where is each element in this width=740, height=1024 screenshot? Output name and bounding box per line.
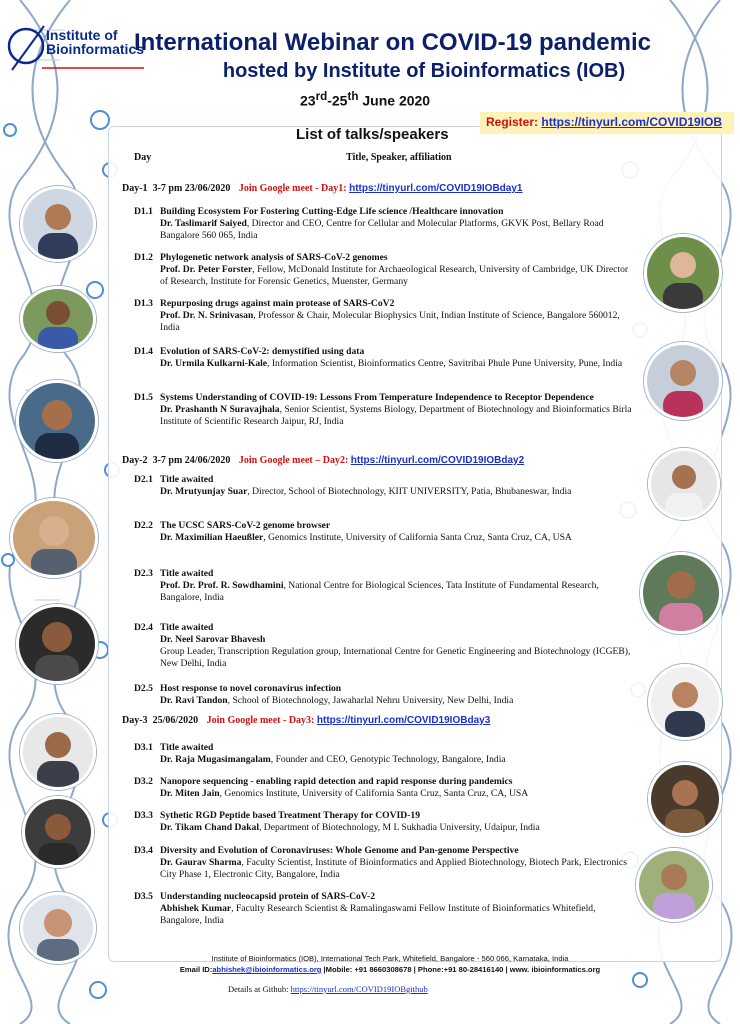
talk-code: D2.1: [134, 474, 153, 485]
talk-affiliation: , Genomics Institute, University of California Santa Cruz, Santa Cruz, CA, USA: [219, 788, 529, 799]
talk-title: Systems Understanding of COVID-19: Lessons From Temperature Independence to Receptor Dependence: [160, 392, 594, 403]
talk-item: [134, 845, 634, 881]
day-label: Day-3: [122, 715, 148, 726]
talk-speaker: Dr. Neel Sarovar Bhavesh: [160, 634, 266, 645]
talk-speaker: Dr. Taslimarif Saiyed: [160, 218, 247, 229]
talk-code: D2.2: [134, 520, 153, 531]
talk-speaker: Dr. Prashanth N Suravajhala: [160, 404, 280, 415]
footer-email-label: Email ID:: [179, 965, 213, 974]
talk-title: Host response to novel coronavirus infection: [160, 683, 342, 694]
talk-code: D1.5: [134, 392, 153, 403]
talk-title: Diversity and Evolution of Coronaviruses: Whole Genome and Pan-genome Perspective: [160, 845, 519, 856]
speaker-photo: [644, 234, 722, 312]
talk-speaker: Dr. Miten Jain: [160, 788, 220, 799]
day-row-1: [122, 183, 522, 194]
day-time: 3-7 pm 24/06/2020: [152, 455, 231, 466]
speaker-photo: [20, 286, 96, 352]
list-title: List of talks/speakers: [296, 126, 449, 143]
logo-line-1: Institute of: [46, 27, 118, 43]
talk-item: [134, 252, 634, 288]
github-line: [228, 984, 428, 994]
speaker-photo: [20, 186, 96, 262]
join-label: Join Google meet – Day2:: [238, 455, 349, 466]
talk-speaker: Dr. Ravi Tandon: [160, 695, 228, 706]
talk-affiliation: , Department of Biotechnology, M L Sukhadia University, Udaipur, India: [259, 822, 540, 833]
talk-affiliation: , Fellow, McDonald Institute for Archaeological Research, University of Cambridge, UK Director of Research, Institute for Forensic Genetics, Muenster, Germany: [160, 264, 629, 287]
column-header-title: Title, Speaker, affiliation: [346, 152, 452, 163]
github-link[interactable]: https://tinyurl.com/COVID19IOBgithub: [290, 984, 428, 994]
talk-title: Title awaited: [160, 622, 214, 633]
talk-item: [134, 346, 634, 370]
day-time: 3-7 pm 23/06/2020: [152, 183, 231, 194]
talk-title: Sythetic RGD Peptide based Treatment Therapy for COVID-19: [160, 810, 420, 821]
page-subtitle: hosted by Institute of Bioinformatics (IOB): [222, 60, 626, 82]
talk-item: [134, 742, 634, 766]
talk-affiliation: , National Centre for Biological Sciences, Tata Institute of Fundamental Research, Bangalore, India: [160, 580, 599, 603]
talk-code: D3.5: [134, 891, 153, 902]
talk-title: Title awaited: [160, 742, 214, 753]
logo-line-2: Bioinformatics: [46, 41, 145, 57]
talk-code: D1.3: [134, 298, 153, 309]
footer: [120, 953, 660, 975]
logo-text: [46, 28, 144, 56]
talk-item: [134, 392, 634, 428]
talk-code: D3.1: [134, 742, 153, 753]
talk-item: [134, 776, 634, 800]
speaker-photo: [16, 380, 98, 462]
talk-code: D3.3: [134, 810, 153, 821]
talk-speaker: Dr. Maximilian Haeußler: [160, 532, 264, 543]
talk-item: [134, 206, 634, 242]
talk-speaker: Prof. Dr. Prof. R. Sowdhamini: [160, 580, 284, 591]
speaker-photo: [648, 664, 722, 740]
talk-title: Title awaited: [160, 568, 214, 579]
register-label: Register:: [486, 115, 539, 129]
talk-code: D2.5: [134, 683, 153, 694]
talk-speaker: Prof. Dr. N. Srinivasan: [160, 310, 254, 321]
talk-item: [134, 891, 634, 927]
talk-title: Building Ecosystem For Fostering Cutting-Edge Life science /Healthcare innovation: [160, 206, 504, 217]
talk-title: Phylogenetic network analysis of SARS-CoV-2 genomes: [160, 252, 388, 263]
talk-affiliation: , Faculty Research Scientist & Ramalingaswami Fellow Institute of Bioinformatics Whitefield, Bangalore, India: [160, 903, 596, 926]
talk-item: [134, 683, 634, 707]
talk-affiliation: , Information Scientist, Bioinformatics Centre, Savitribai Phule Pune University, Pune, India: [267, 358, 623, 369]
talk-code: D1.1: [134, 206, 153, 217]
talk-speaker: Prof. Dr. Peter Forster: [160, 264, 253, 275]
talk-affiliation: , Director and CEO, Centre for Cellular and Molecular Platforms, GKVK Post, Bellary Road Bangalore 560 065, India: [160, 218, 604, 241]
talk-code: D3.4: [134, 845, 153, 856]
day-label: Day-1: [122, 183, 148, 194]
talk-item: [134, 474, 634, 498]
talk-speaker: Abhishek Kumar: [160, 903, 232, 914]
speaker-photo: [22, 796, 94, 868]
talk-affiliation: , Faculty Scientist, Institute of Bioinformatics and Applied Biotechnology, Biotech Park, Electronics City Phase 1, Electronic City, Bangalore, India: [160, 857, 627, 880]
talk-title: Repurposing drugs against main protease of SARS-CoV2: [160, 298, 395, 309]
speaker-photo: [20, 714, 96, 790]
talk-code: D2.3: [134, 568, 153, 579]
github-label: Details at Github:: [228, 984, 291, 994]
speaker-photo: [648, 448, 720, 520]
talk-speaker: Dr. Raja Mugasimangalam: [160, 754, 271, 765]
talk-code: D1.2: [134, 252, 153, 263]
speaker-photo: [644, 342, 722, 420]
talk-title: Evolution of SARS-CoV-2: demystified using data: [160, 346, 365, 357]
talk-item: [134, 568, 634, 604]
dates-start: 23: [300, 92, 316, 109]
talk-affiliation: , Genomics Institute, University of California Santa Cruz, Santa Cruz, CA, USA: [263, 532, 572, 543]
day2-meet-link[interactable]: https://tinyurl.com/COVID19IOBday2: [350, 455, 525, 466]
talk-affiliation: , Professor & Chair, Molecular Biophysics Unit, Indian Institute of Science, Bangalore 560012, India: [160, 310, 620, 333]
dates-mid: -25: [327, 92, 348, 109]
talk-title: Nanopore sequencing - enabling rapid detection and rapid response during pandemics: [160, 776, 513, 787]
talk-speaker: Dr. Urmila Kulkarni-Kale: [160, 358, 268, 369]
talk-speaker: Dr. Gaurav Sharma: [160, 857, 242, 868]
footer-email-link[interactable]: abhishek@ibioinformatics.org: [212, 965, 322, 974]
day-row-2: [122, 455, 524, 466]
footer-contact: [120, 964, 660, 975]
speaker-photo: [10, 498, 98, 578]
talk-item: [134, 622, 634, 670]
speaker-photo: [648, 762, 722, 836]
day-label: Day-2: [122, 455, 148, 466]
day-row-3: [122, 715, 490, 726]
talk-affiliation: , Director, School of Biotechnology, KIIT UNIVERSITY, Patia, Bhubaneswar, India: [247, 486, 572, 497]
talk-affiliation: Group Leader, Transcription Regulation group, International Centre for Genetic Engineering and Biotechnology (ICGEB), New Delhi, India: [160, 646, 631, 669]
talk-speaker: Dr. Tikam Chand Dakal: [160, 822, 259, 833]
talk-code: D2.4: [134, 622, 153, 633]
speaker-photo: [640, 552, 722, 634]
page-title: International Webinar on COVID-19 pandemic: [134, 29, 651, 56]
speaker-photo: [20, 892, 96, 964]
talk-affiliation: , Founder and CEO, Genotypic Technology, Bangalore, India: [270, 754, 506, 765]
dates-sup-1: rd: [315, 90, 328, 103]
speaker-photo: [636, 848, 712, 922]
dates-sup-2: th: [347, 90, 359, 103]
register-link[interactable]: https://tinyurl.com/COVID19IOB: [541, 115, 723, 129]
day3-meet-link[interactable]: https://tinyurl.com/COVID19IOBday3: [316, 715, 491, 726]
talk-speaker: Dr. Mrutyunjay Suar: [160, 486, 248, 497]
dates-end: June 2020: [358, 92, 431, 109]
join-label: Join Google meet - Day1:: [238, 183, 347, 194]
talk-item: [134, 520, 634, 544]
event-dates: [300, 90, 430, 109]
talk-affiliation: , School of Biotechnology, Jawaharlal Nehru University, New Delhi, India: [227, 695, 514, 706]
talk-item: [134, 810, 634, 834]
join-label: Join Google meet - Day3:: [206, 715, 315, 726]
talk-title: Title awaited: [160, 474, 214, 485]
talk-item: [134, 298, 634, 334]
talk-title: Understanding nucleocapsid protein of SARS-CoV-2: [160, 891, 375, 902]
column-header-day: Day: [134, 152, 152, 163]
register-banner: [486, 115, 722, 129]
talk-code: D1.4: [134, 346, 153, 357]
speaker-photo: [16, 604, 98, 684]
footer-address: Institute of Bioinformatics (IOB), International Tech Park, Whitefield, Bangalore - 560 066, Karnataka, India: [211, 954, 569, 963]
footer-phone: |Mobile: +91 8660308678 | Phone:+91 80-28416140 | www. ibioinformatics.org: [321, 965, 601, 974]
day1-meet-link[interactable]: https://tinyurl.com/COVID19IOBday1: [349, 183, 523, 194]
talk-title: The UCSC SARS-CoV-2 genome browser: [160, 520, 331, 531]
talk-affiliation: , Senior Scientist, Systems Biology, Department of Biotechnology and Bioinformatics Birla Institute of Scientific Research Jaipur, RJ, India: [160, 404, 632, 427]
day-time: 25/06/2020: [152, 715, 199, 726]
talk-code: D3.2: [134, 776, 153, 787]
